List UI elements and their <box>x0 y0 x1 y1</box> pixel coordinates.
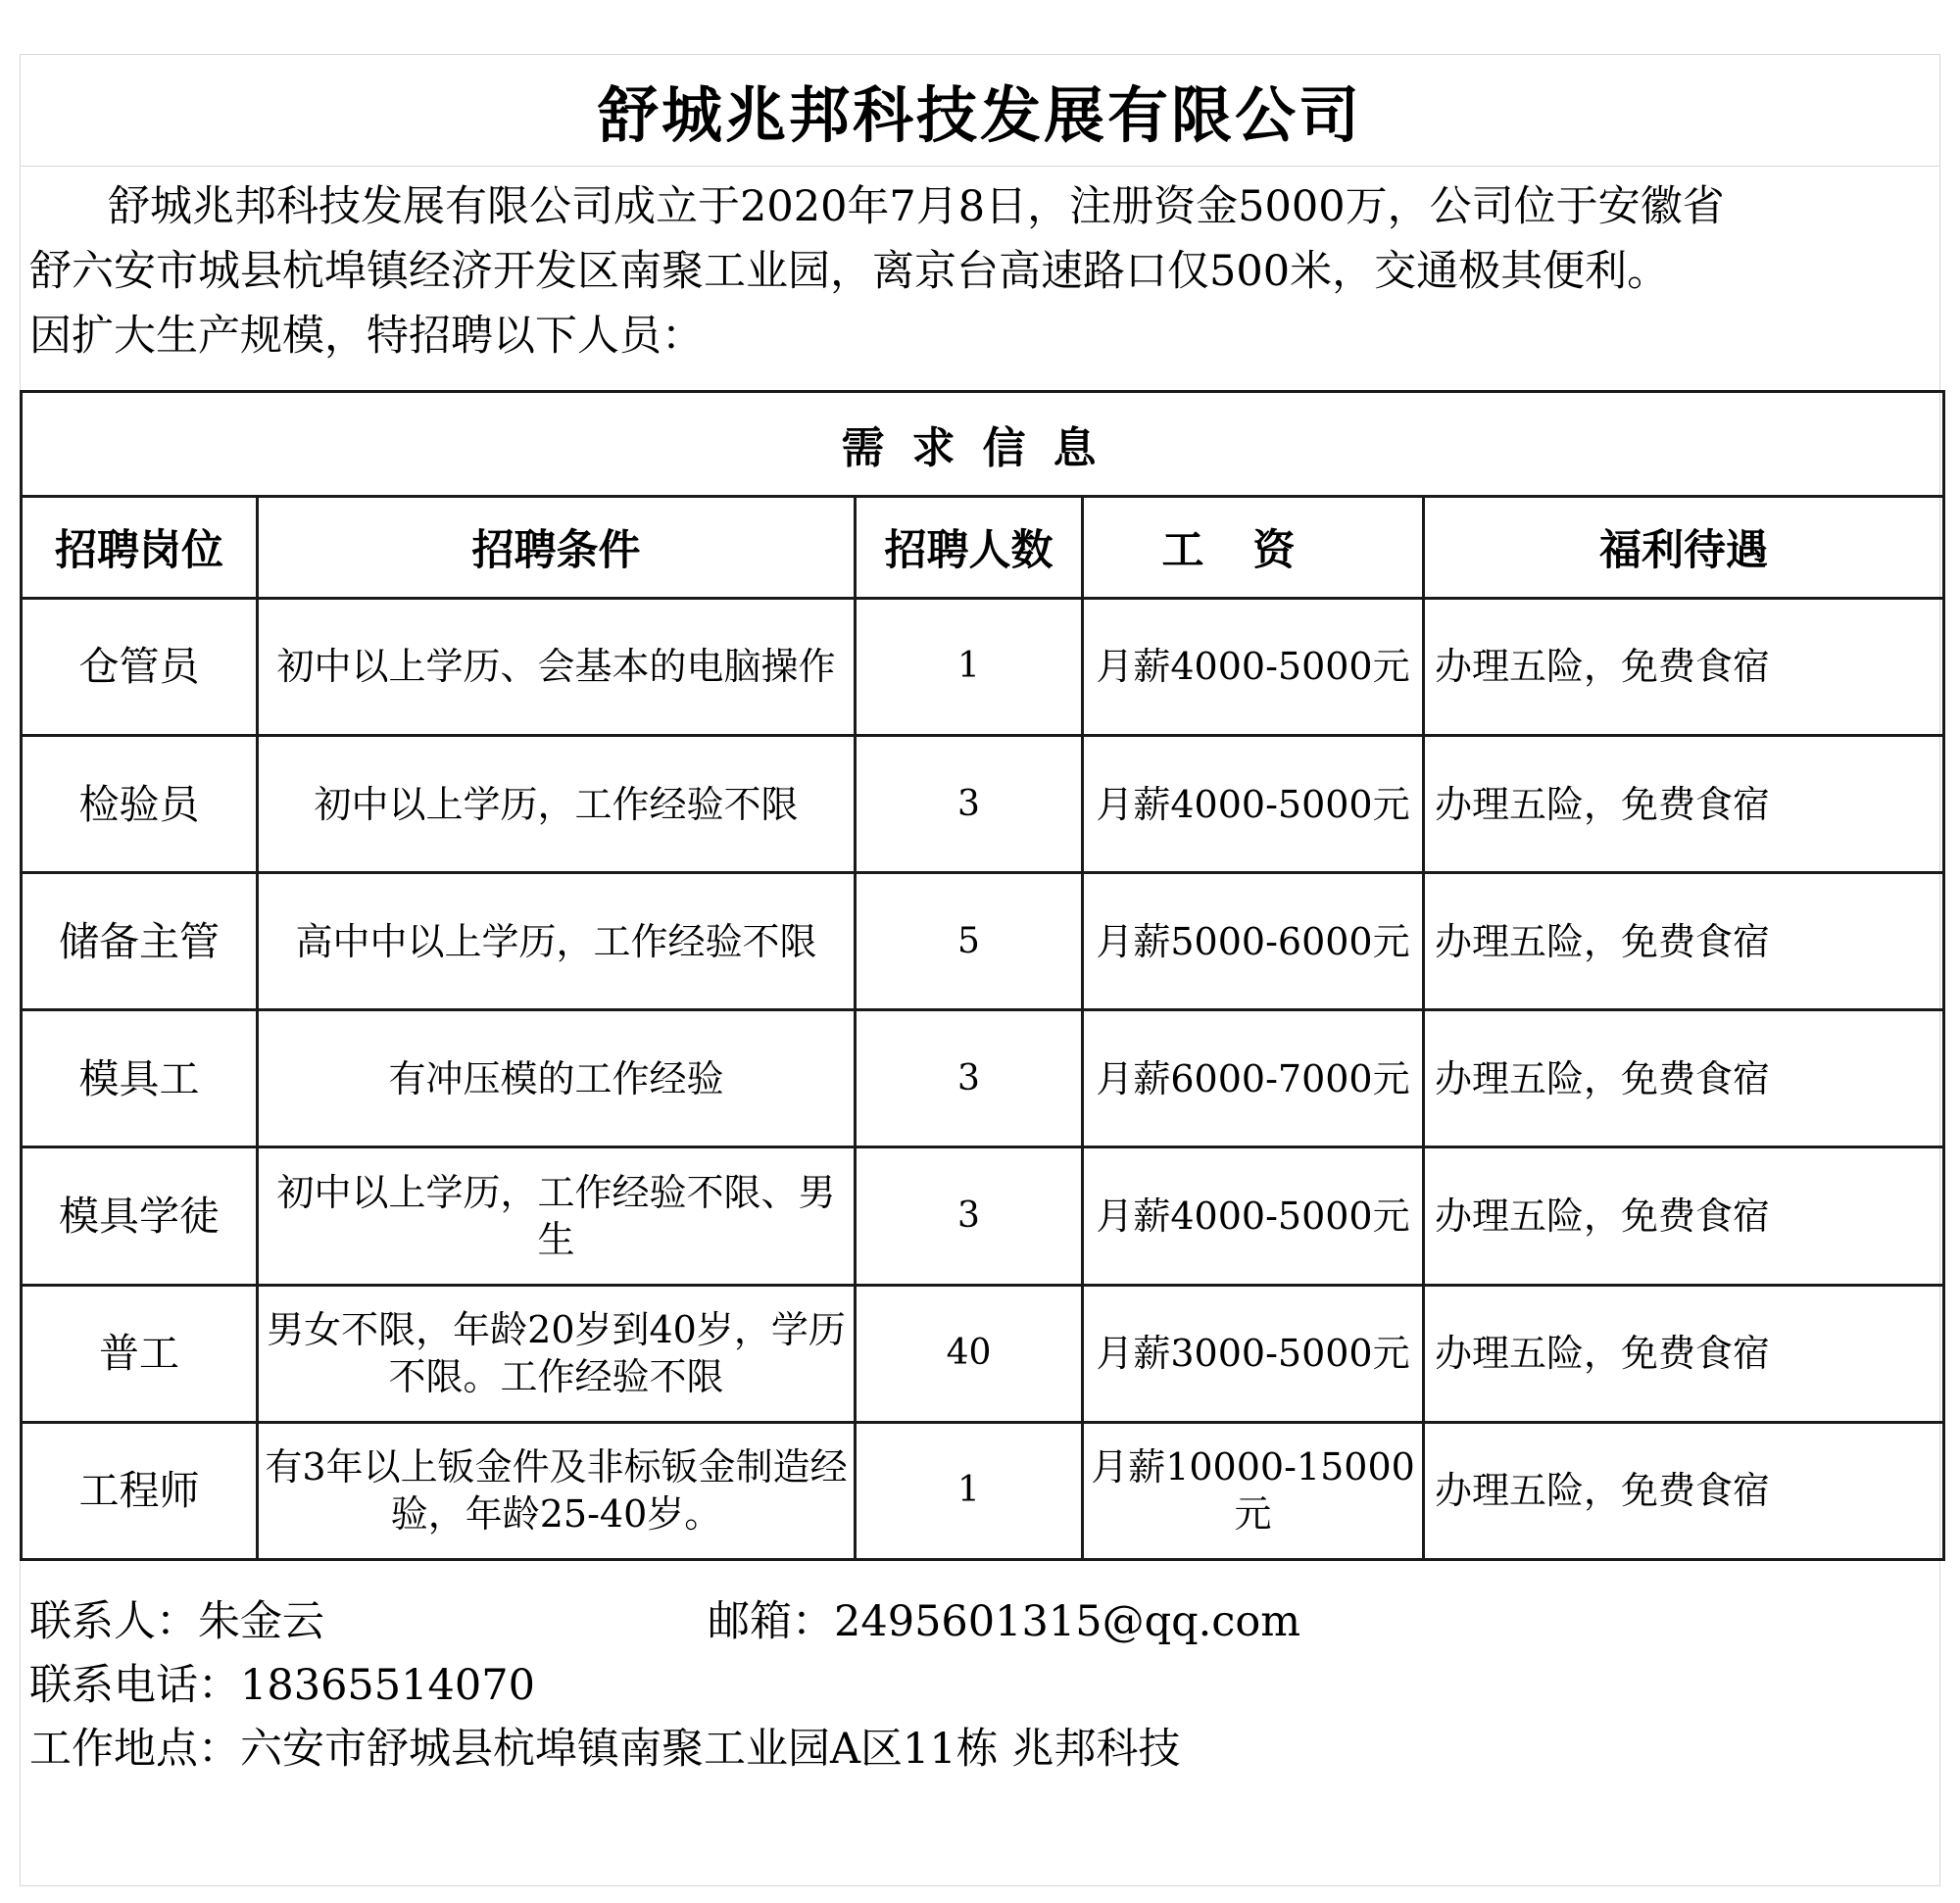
table-row <box>22 873 1944 1010</box>
header-position: 招聘岗位 <box>22 496 258 598</box>
table-header-row <box>22 496 1944 598</box>
cell-count: 3 <box>856 735 1083 872</box>
table-row <box>22 598 1944 735</box>
header-requirements: 招聘条件 <box>258 496 856 598</box>
table-row <box>22 1422 1944 1559</box>
cell-requirements: 初中以上学历，工作经验不限 <box>258 735 856 872</box>
table-row <box>22 1285 1944 1422</box>
cell-position: 储备主管 <box>22 873 258 1010</box>
cell-salary: 月薪4000-5000元 <box>1083 598 1424 735</box>
contact-person: 联系人：朱金云 <box>29 1597 324 1646</box>
cell-benefits: 办理五险，免费食宿 <box>1424 735 1944 872</box>
table-row <box>22 735 1944 872</box>
cell-benefits: 办理五险，免费食宿 <box>1424 1422 1944 1559</box>
cell-position: 模具工 <box>22 1010 258 1147</box>
cell-salary: 月薪10000-15000元 <box>1083 1422 1424 1559</box>
cell-benefits: 办理五险，免费食宿 <box>1424 598 1944 735</box>
intro-line-3: 因扩大生产规模，特招聘以下人员： <box>29 312 704 361</box>
cell-salary: 月薪6000-7000元 <box>1083 1010 1424 1147</box>
cell-count: 3 <box>856 1010 1083 1147</box>
cell-position: 检验员 <box>22 735 258 872</box>
cell-salary: 月薪4000-5000元 <box>1083 1147 1424 1285</box>
header-benefits: 福利待遇 <box>1424 496 1944 598</box>
cell-salary: 月薪3000-5000元 <box>1083 1285 1424 1422</box>
recruitment-table <box>20 390 1945 1561</box>
intro-line-1: 舒城兆邦科技发展有限公司成立于2020年7月8日，注册资金5000万，公司位于安徽省 <box>108 182 1725 231</box>
cell-requirements: 有3年以上钣金件及非标钣金制造经验，年龄25-40岁。 <box>258 1422 856 1559</box>
cell-position: 仓管员 <box>22 598 258 735</box>
cell-benefits: 办理五险，免费食宿 <box>1424 1285 1944 1422</box>
contact-email: 邮箱：2495601315@qq.com <box>708 1597 1301 1646</box>
header-count: 招聘人数 <box>856 496 1083 598</box>
cell-salary: 月薪4000-5000元 <box>1083 735 1424 872</box>
table-row <box>22 1010 1944 1147</box>
demand-info-heading: 需求信息 <box>22 392 1944 497</box>
header-salary: 工资 <box>1083 496 1424 598</box>
cell-benefits: 办理五险，免费食宿 <box>1424 1147 1944 1285</box>
cell-requirements: 初中以上学历，工作经验不限、男生 <box>258 1147 856 1285</box>
cell-count: 1 <box>856 1422 1083 1559</box>
cell-requirements: 高中中以上学历，工作经验不限 <box>258 873 856 1010</box>
cell-position: 模具学徒 <box>22 1147 258 1285</box>
work-address: 工作地点：六安市舒城县杭埠镇南聚工业园A区11栋 兆邦科技 <box>29 1725 1181 1774</box>
cell-requirements: 初中以上学历、会基本的电脑操作 <box>258 598 856 735</box>
cell-salary: 月薪5000-6000元 <box>1083 873 1424 1010</box>
cell-count: 40 <box>856 1285 1083 1422</box>
intro-line-2: 舒六安市城县杭埠镇经济开发区南聚工业园，离京台高速路口仅500米，交通极其便利。 <box>29 247 1670 296</box>
cell-count: 3 <box>856 1147 1083 1285</box>
company-title: 舒城兆邦科技发展有限公司 <box>20 54 1940 167</box>
cell-position: 工程师 <box>22 1422 258 1559</box>
table-row <box>22 1147 1944 1285</box>
cell-count: 5 <box>856 873 1083 1010</box>
company-intro <box>29 174 1936 368</box>
cell-benefits: 办理五险，免费食宿 <box>1424 1010 1944 1147</box>
cell-requirements: 男女不限，年龄20岁到40岁，学历不限。工作经验不限 <box>258 1285 856 1422</box>
contact-phone: 联系电话：18365514070 <box>29 1661 535 1710</box>
cell-requirements: 有冲压模的工作经验 <box>258 1010 856 1147</box>
cell-count: 1 <box>856 598 1083 735</box>
cell-benefits: 办理五险，免费食宿 <box>1424 873 1944 1010</box>
cell-position: 普工 <box>22 1285 258 1422</box>
